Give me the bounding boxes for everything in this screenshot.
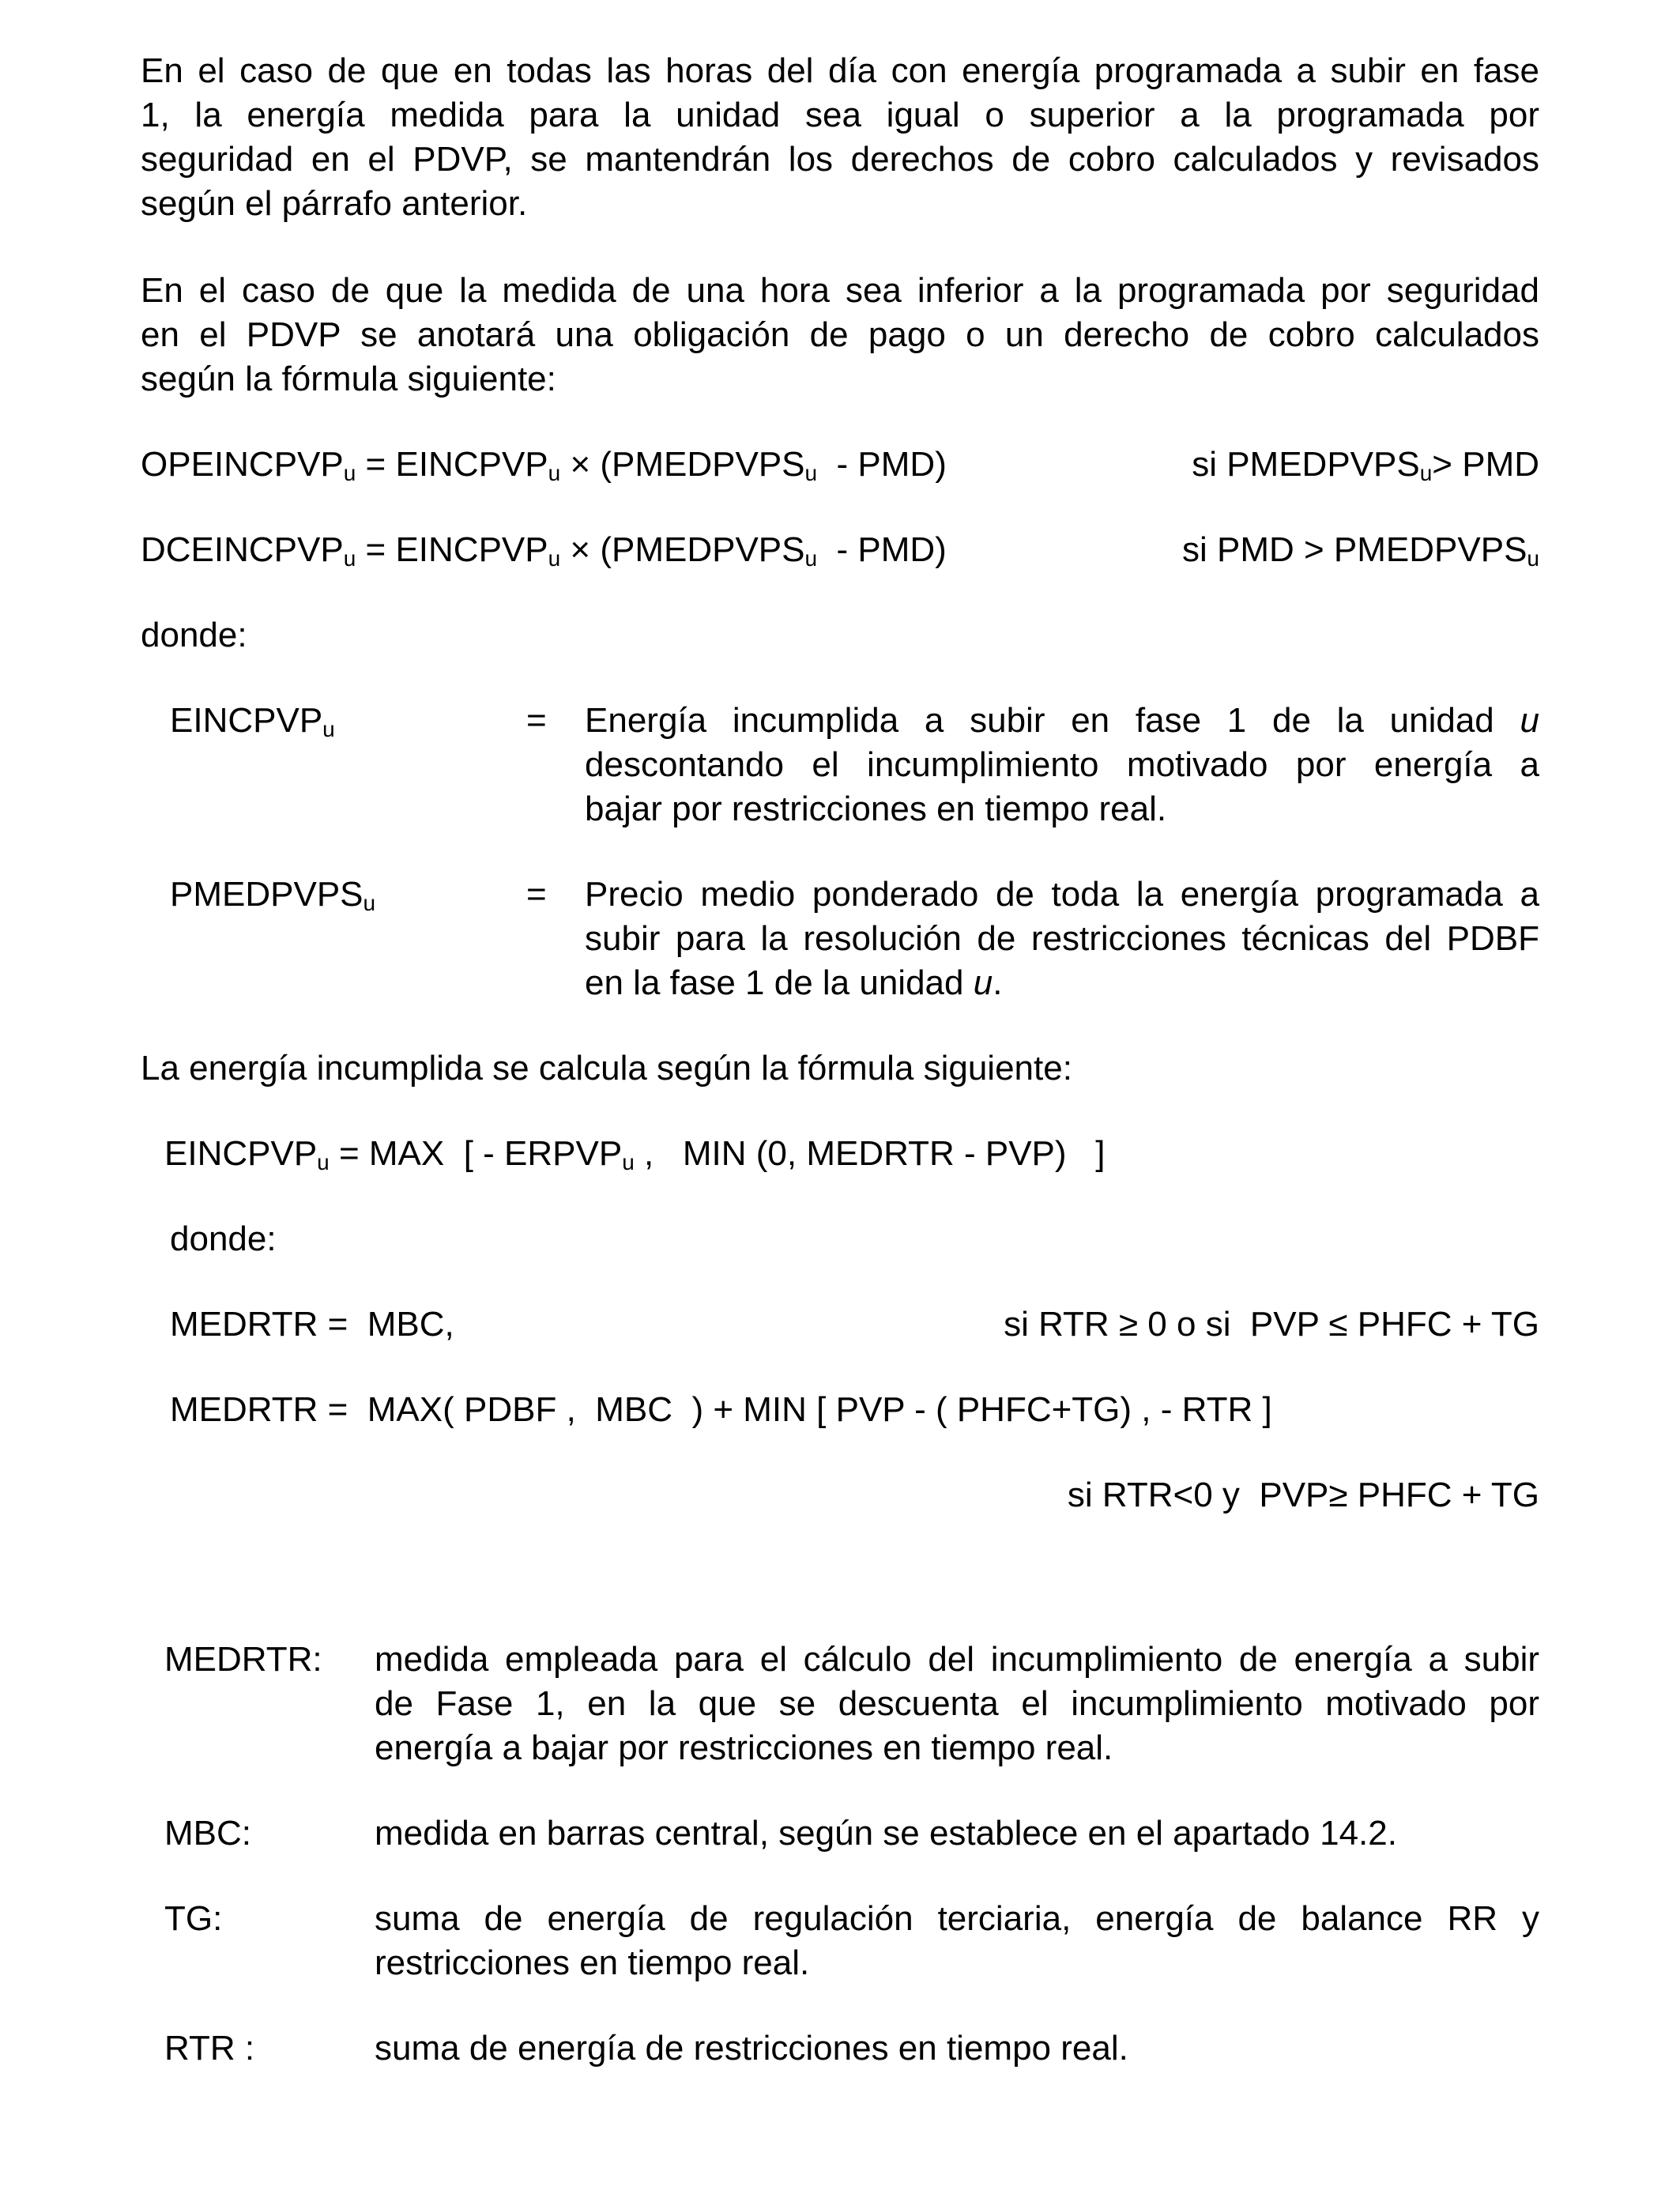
- glossary-term-mbc: MBC:: [164, 1814, 251, 1853]
- glossary-rtr-line-1: suma de energía de restricciones en tiempo real.: [375, 2029, 1128, 2068]
- formula-opeincpvp-condition: si $PMEDPVPS_u>$ PMD: [1192, 445, 1539, 485]
- formula-dceincpvp-condition: si PMD > $PMEDPVPS_u$: [1181, 530, 1539, 571]
- paragraph-1-line-4: según el párrafo anterior.: [141, 184, 528, 223]
- glossary-term-tg: TG:: [164, 1899, 223, 1938]
- paragraph-2-line-1: En el caso de que la medida de una hora sea inferior a la programada por seguridad: [141, 271, 1539, 310]
- formula-eincpvp-max: $EINCPVP_u$ = MAX [ - $ERPVP_u$ , MIN (0, MEDRTR - PVP) ]: [164, 1134, 1106, 1174]
- glossary-medrtr-line-1: medida empleada para el cálculo del incumplimiento de energía a subir: [375, 1640, 1539, 1679]
- formula-medrtr-2-condition: si RTR<0 y PVP≥ PHFC + TG: [1067, 1476, 1539, 1514]
- donde-label-1: donde:: [141, 616, 247, 654]
- glossary-medrtr-line-2: de Fase 1, en la que se descuenta el incumplimiento motivado por: [375, 1684, 1539, 1723]
- formula-medrtr-2: MEDRTR = MAX( PDBF , MBC ) + MIN [ PVP - ( PHFC+TG) , - RTR ]: [170, 1390, 1272, 1429]
- definition-eincpvp-line-3: bajar por restricciones en tiempo real.: [585, 790, 1167, 828]
- definition-equals-2: =: [526, 875, 547, 914]
- definition-eincpvp-line-1: Energía incumplida a subir en fase 1 de la unidad u: [585, 701, 1539, 740]
- glossary-term-rtr: RTR :: [164, 2029, 255, 2068]
- paragraph-1-line-2: 1, la energía medida para la unidad sea igual o superior a la programada por: [141, 96, 1539, 134]
- glossary-tg-line-1: suma de energía de regulación terciaria, energía de balance RR y: [375, 1899, 1539, 1938]
- definition-pmedpvps-line-2: subir para la resolución de restricciones técnicas del PDBF: [585, 919, 1539, 958]
- definition-term-eincpvp: $EINCPVP_u$: [170, 701, 335, 741]
- glossary-mbc-line-1: medida en barras central, según se establece en el apartado 14.2.: [375, 1814, 1397, 1853]
- formula-medrtr-1-condition: si RTR ≥ 0 o si PVP ≤ PHFC + TG: [1004, 1305, 1539, 1344]
- glossary-medrtr-line-3: energía a bajar por restricciones en tiempo real.: [375, 1728, 1113, 1767]
- glossary-tg-line-2: restricciones en tiempo real.: [375, 1943, 810, 1982]
- definition-pmedpvps-line-1: Precio medio ponderado de toda la energía programada a: [585, 875, 1539, 914]
- glossary-term-medrtr: MEDRTR:: [164, 1640, 322, 1679]
- definition-equals-1: =: [526, 701, 547, 740]
- definition-eincpvp-line-2: descontando el incumplimiento motivado por energía a: [585, 745, 1539, 784]
- donde-label-2: donde:: [170, 1220, 277, 1258]
- formula-opeincpvp: $OPEINCPVP_u$ = $EINCPVP_u$ × $(PMEDPVPS_u - PMD)$: [141, 445, 947, 485]
- paragraph-2-line-3: según la fórmula siguiente:: [141, 360, 556, 398]
- formula-medrtr-1: MEDRTR = MBC,: [170, 1305, 454, 1344]
- paragraph-2-line-2: en el PDVP se anotará una obligación de pago o un derecho de cobro calculados: [141, 315, 1539, 354]
- definition-term-pmedpvps: $PMEDPVPS_u$: [170, 875, 376, 915]
- energy-formula-intro: La energía incumplida se calcula según la fórmula siguiente:: [141, 1049, 1072, 1088]
- paragraph-1-line-3: seguridad en el PDVP, se mantendrán los derechos de cobro calculados y revisados: [141, 140, 1539, 179]
- definition-pmedpvps-line-3: en la fase 1 de la unidad u.: [585, 963, 1003, 1002]
- formula-dceincpvp: $DCEINCPVP_u$ = $EINCPVP_u$ × $(PMEDPVPS_u - PMD)$: [141, 530, 947, 571]
- paragraph-1-line-1: En el caso de que en todas las horas del día con energía programada a subir en fase: [141, 51, 1539, 90]
